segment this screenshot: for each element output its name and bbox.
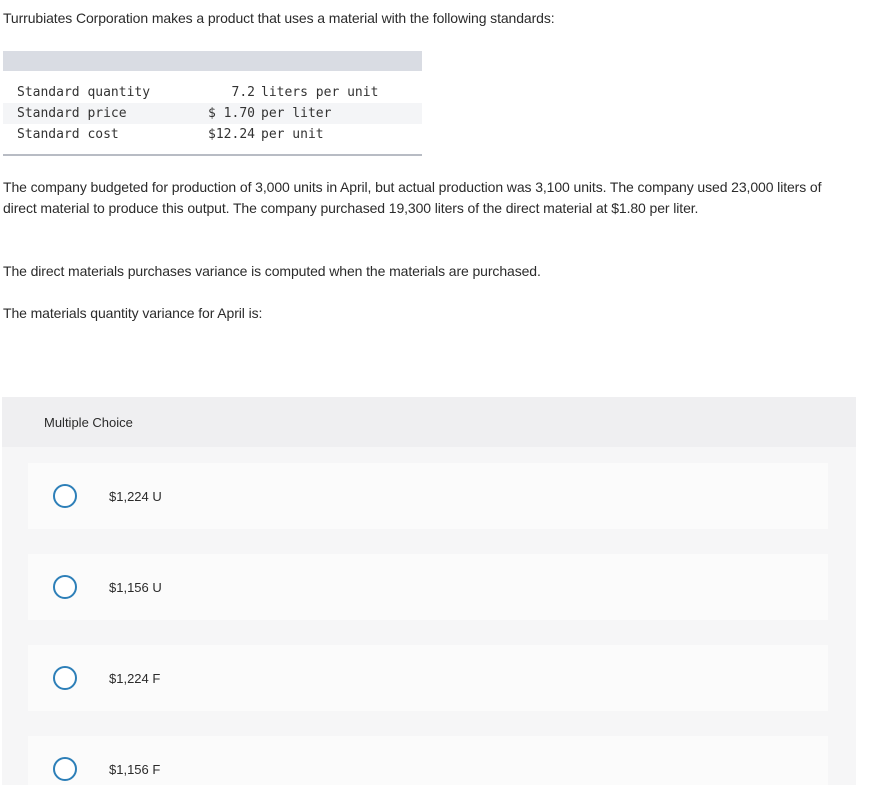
standards-amount: $ 1.70 [208, 106, 255, 121]
choice-option-2[interactable] [28, 554, 828, 620]
question-intro: Turrubiates Corporation makes a product that uses a material with the following standards: [3, 10, 555, 26]
question-paragraph-purchases: The direct materials purchases variance is computed when the materials are purchased. [3, 263, 541, 279]
choice-option-3[interactable] [28, 645, 828, 711]
standards-unit: liters per unit [261, 85, 379, 100]
choice-label: $1,224 F [109, 670, 161, 686]
standards-label: Standard cost [17, 127, 119, 142]
standards-row-price [3, 103, 422, 124]
standards-table [3, 51, 422, 156]
choice-label: $1,224 U [109, 488, 162, 504]
radio-button[interactable] [53, 666, 77, 690]
standards-unit: per liter [261, 106, 332, 121]
standards-label: Standard price [17, 106, 127, 121]
standards-row-cost [3, 124, 422, 145]
standards-label: Standard quantity [17, 85, 151, 100]
multiple-choice-header: Multiple Choice [2, 397, 856, 447]
question-paragraph-production: The company budgeted for production of 3,000 units in April, but actual production was 3,100 units. The company used 23,000 liters of direct material to produce this output. The company purchased 19,300 liters of the direct material at $1.80 per liter. [3, 179, 822, 216]
standards-amount: $12.24 [208, 127, 255, 142]
standards-amount: 7.2 [231, 85, 255, 100]
choice-label: $1,156 U [109, 579, 162, 595]
radio-button[interactable] [53, 757, 77, 781]
radio-button[interactable] [53, 575, 77, 599]
multiple-choice-panel [2, 397, 856, 785]
standards-unit: per unit [261, 127, 324, 142]
choice-option-1[interactable] [28, 463, 828, 529]
choice-option-4[interactable] [28, 736, 828, 785]
radio-button[interactable] [53, 484, 77, 508]
choice-label: $1,156 F [109, 761, 161, 777]
standards-row-quantity [3, 82, 422, 103]
standards-table-header [3, 51, 422, 71]
question-prompt: The materials quantity variance for April is: [3, 305, 263, 321]
